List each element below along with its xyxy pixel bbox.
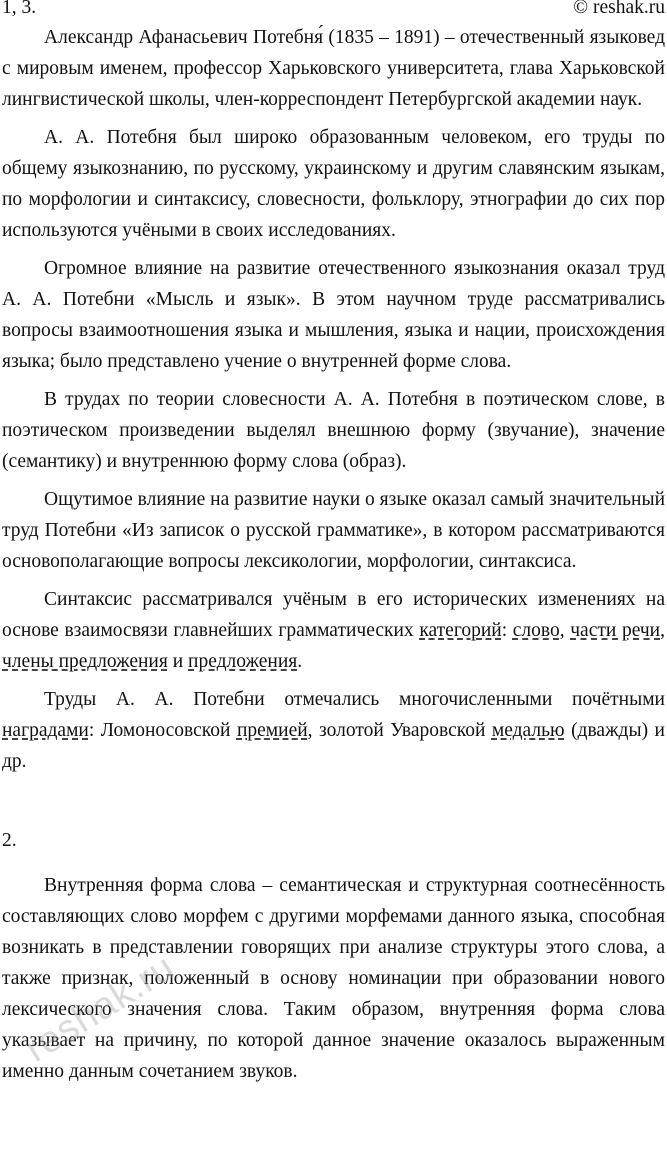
term-sentences: предложения <box>188 651 298 672</box>
watermark-logo: reshak.ru <box>18 946 183 1071</box>
term-sentence-members: члены предложения <box>2 651 168 672</box>
paragraph-education: А. А. Потебня был широко образованным человеком, его труды по общему языкознанию, по русскому, украинскому и другим славянским языкам, по морфологии и синтаксису, словесности, фольклору, этнографии до сих пор используются учёными в своих исследованиях. <box>2 127 665 241</box>
awards-text: , золотой Уваровской <box>307 720 492 741</box>
page-header <box>2 0 665 22</box>
syntax-lead-text: Синтаксис рассматривался учёным в его исторических изменениях на основе взаимосвязи главнейших грамматических <box>2 589 665 641</box>
paragraph-russian-grammar: Ощутимое влияние на развитие науки о языке оказал самый значительный труд Потебни «Из записок о русской грамматике», в котором рассматриваются основополагающие вопросы лексикологии, морфологии, синтаксиса. <box>2 489 665 572</box>
punctuation: , <box>660 620 665 641</box>
paragraph-biography: Александр Афанасьевич Потебня́ (1835 – 1891) – отечественный языковед с мировым именем, профессор Харьковского университета, глава Харьковской лингвистической школы, член-корреспондент Петербургской академии наук. <box>2 27 665 110</box>
section-number: 2. <box>2 830 17 851</box>
term-awards: наградами <box>2 720 89 741</box>
term-categories: категорий <box>419 620 502 641</box>
term-parts-of-speech: части речи <box>570 620 661 641</box>
punctuation: : <box>501 620 513 641</box>
conjunction: и <box>167 651 189 672</box>
punctuation: . <box>297 651 303 672</box>
paragraph-inner-form-definition: Внутренняя форма слова – семантическая и структурная соотнесённость составляющих слово морфем с другими морфемами данного языка, способная возникать в представлении говорящих при анализе структуры этого слова, а также признак, положенный в основу номинации при образовании нового лексического значения слова. Таким образом, внутренняя форма слова указывает на причину, по которой данное значение оказалось выраженным именно данным сочетанием звуков. <box>2 875 665 1082</box>
term-prize: премией <box>236 720 308 741</box>
paragraph-theory-of-literature: В трудах по теории словесности А. А. Потебня в поэтическом слове, в поэтическом произведении выделял внешнюю форму (звучание), значение (семантику) и внутреннюю форму слова (образ). <box>2 389 665 472</box>
paragraph-awards <box>2 684 665 777</box>
document-page <box>2 0 665 1094</box>
awards-text: (дважды) и др. <box>2 720 665 772</box>
paragraph-thought-and-language: Огромное влияние на развитие отечественного языкознания оказал труд А. А. Потебни «Мысль и язык». В этом научном труде рассматривались вопросы взаимоотношения языка и мышления, языка и нации, происхождения языка; было представлено учение о внутренней форме слова. <box>2 258 665 372</box>
term-medal: медалью <box>491 720 565 741</box>
paragraph-syntax <box>2 584 665 677</box>
awards-lead-text: Труды А. А. Потебни отмечались многочисленными почётными <box>44 689 665 710</box>
term-word: слово <box>512 620 560 641</box>
punctuation: , <box>559 620 571 641</box>
section-reference: 1, 3. <box>2 0 37 18</box>
copyright-notice: © reshak.ru <box>573 0 665 18</box>
awards-text: : Ломоносовской <box>88 720 237 741</box>
